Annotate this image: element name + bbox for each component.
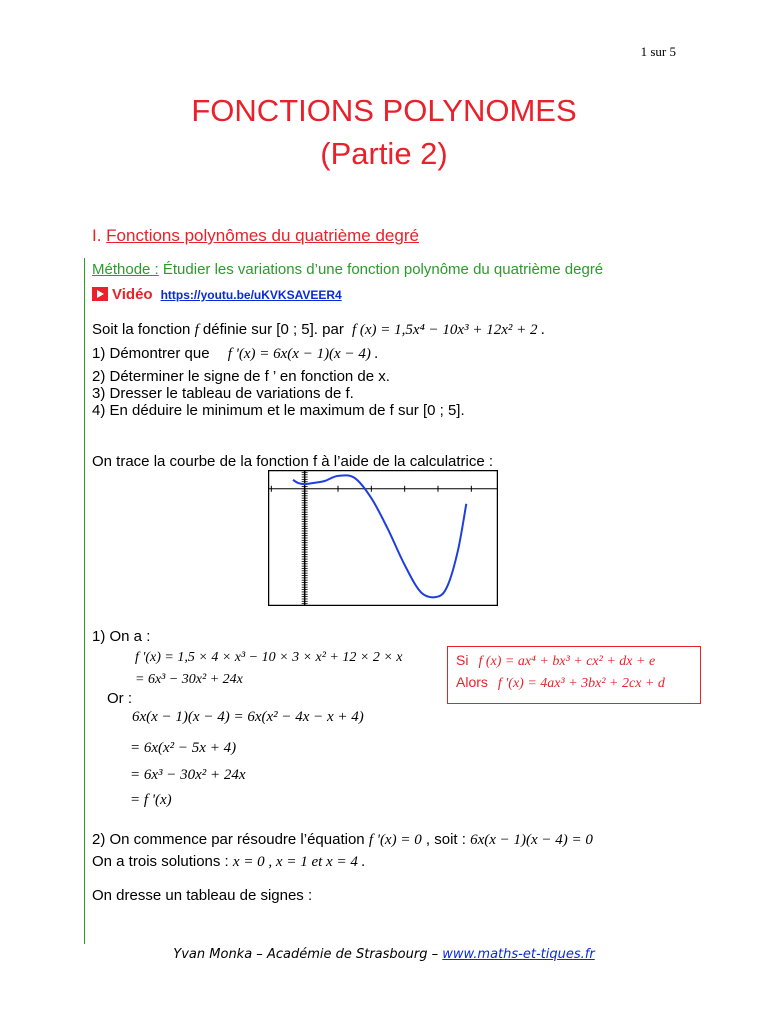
function-expression: f (x) = 1,5x⁴ − 10x³ + 12x² + 2 .	[351, 322, 545, 338]
play-icon[interactable]	[92, 287, 108, 301]
solutions-list: x = 0 , x = 1 et x = 4 .	[232, 854, 366, 870]
formula-function: f (x) = ax⁴ + bx³ + cx² + dx + e	[478, 654, 656, 669]
statement-text: 1) Démontrer que	[92, 345, 214, 362]
solution-text: On a trois solutions :	[92, 853, 233, 870]
section-heading	[92, 226, 419, 246]
statement-line-2	[92, 345, 378, 363]
statement-text: définie sur [0 ; 5]. par	[198, 321, 348, 338]
formula-box	[447, 646, 701, 704]
method-line	[92, 261, 603, 278]
derivative-calculation: f '(x) = 1,5 × 4 × x³ − 10 × 3 × x² + 12 × 2 × x	[135, 650, 403, 665]
section-title: Fonctions polynômes du quatrième degré	[106, 226, 419, 245]
calculator-graph	[268, 470, 498, 606]
solution-1-heading: 1) On a :	[92, 628, 151, 645]
factored-step: = 6x(x² − 5x + 4)	[130, 740, 237, 756]
formula-alors-label: Alors	[456, 674, 488, 690]
formula-derivative: f '(x) = 4ax³ + 3bx² + 2cx + d	[497, 676, 665, 691]
solution-2-line-1	[92, 831, 593, 849]
factored-equation: 6x(x − 1)(x − 4) = 0	[470, 832, 593, 848]
solution-2-line-2	[92, 853, 365, 871]
video-link[interactable]: https://youtu.be/uKVKSAVEER4	[160, 288, 342, 302]
derivative-result: = 6x³ − 30x² + 24x	[135, 672, 243, 687]
method-label: Méthode :	[92, 261, 159, 278]
function-name: f	[194, 322, 199, 338]
method-text: Étudier les variations d’une fonction polynôme du quatrième degré	[158, 261, 604, 278]
formula-alors-line	[456, 674, 665, 692]
statement-line-1	[92, 321, 545, 339]
factored-expansion: 6x(x − 1)(x − 4) = 6x(x² − 4x − x + 4)	[132, 709, 364, 725]
or-label: Or :	[107, 690, 132, 707]
section-number: I.	[92, 226, 107, 245]
formula-si-line	[456, 652, 655, 670]
question-2: 2) Déterminer le signe de f ’ en fonction de x.	[92, 368, 390, 385]
question-4: 4) En déduire le minimum et le maximum de f sur [0 ; 5].	[92, 402, 465, 419]
solution-text: , soit :	[421, 831, 471, 848]
factored-expanded: = 6x³ − 30x² + 24x	[130, 767, 246, 783]
equation: f '(x) = 0	[368, 832, 422, 848]
page-number: 1 sur 5	[640, 44, 676, 59]
video-label: Vidéo	[112, 286, 153, 303]
page-title: FONCTIONS POLYNOMES	[191, 93, 577, 128]
method-margin-bar	[84, 258, 85, 944]
trace-sentence: On trace la courbe de la fonction f à l’aide de la calculatrice :	[92, 453, 494, 470]
question-3: 3) Dresser le tableau de variations de f.	[92, 385, 354, 402]
derivative-expression: f '(x) = 6x(x − 1)(x − 4) .	[227, 346, 379, 362]
solution-2-line-3: On dresse un tableau de signes :	[92, 887, 313, 904]
page-subtitle: (Partie 2)	[320, 136, 448, 171]
statement-text: Soit la fonction	[92, 321, 195, 338]
formula-si-label: Si	[456, 652, 469, 668]
footer-link[interactable]: www.maths-et-tiques.fr	[442, 947, 595, 962]
equals-derivative: = f '(x)	[130, 792, 172, 808]
footer-author: Yvan Monka – Académie de Strasbourg –	[173, 947, 443, 962]
video-line	[92, 286, 342, 303]
footer	[0, 947, 768, 962]
solution-text: 2) On commence par résoudre l’équation	[92, 831, 369, 848]
